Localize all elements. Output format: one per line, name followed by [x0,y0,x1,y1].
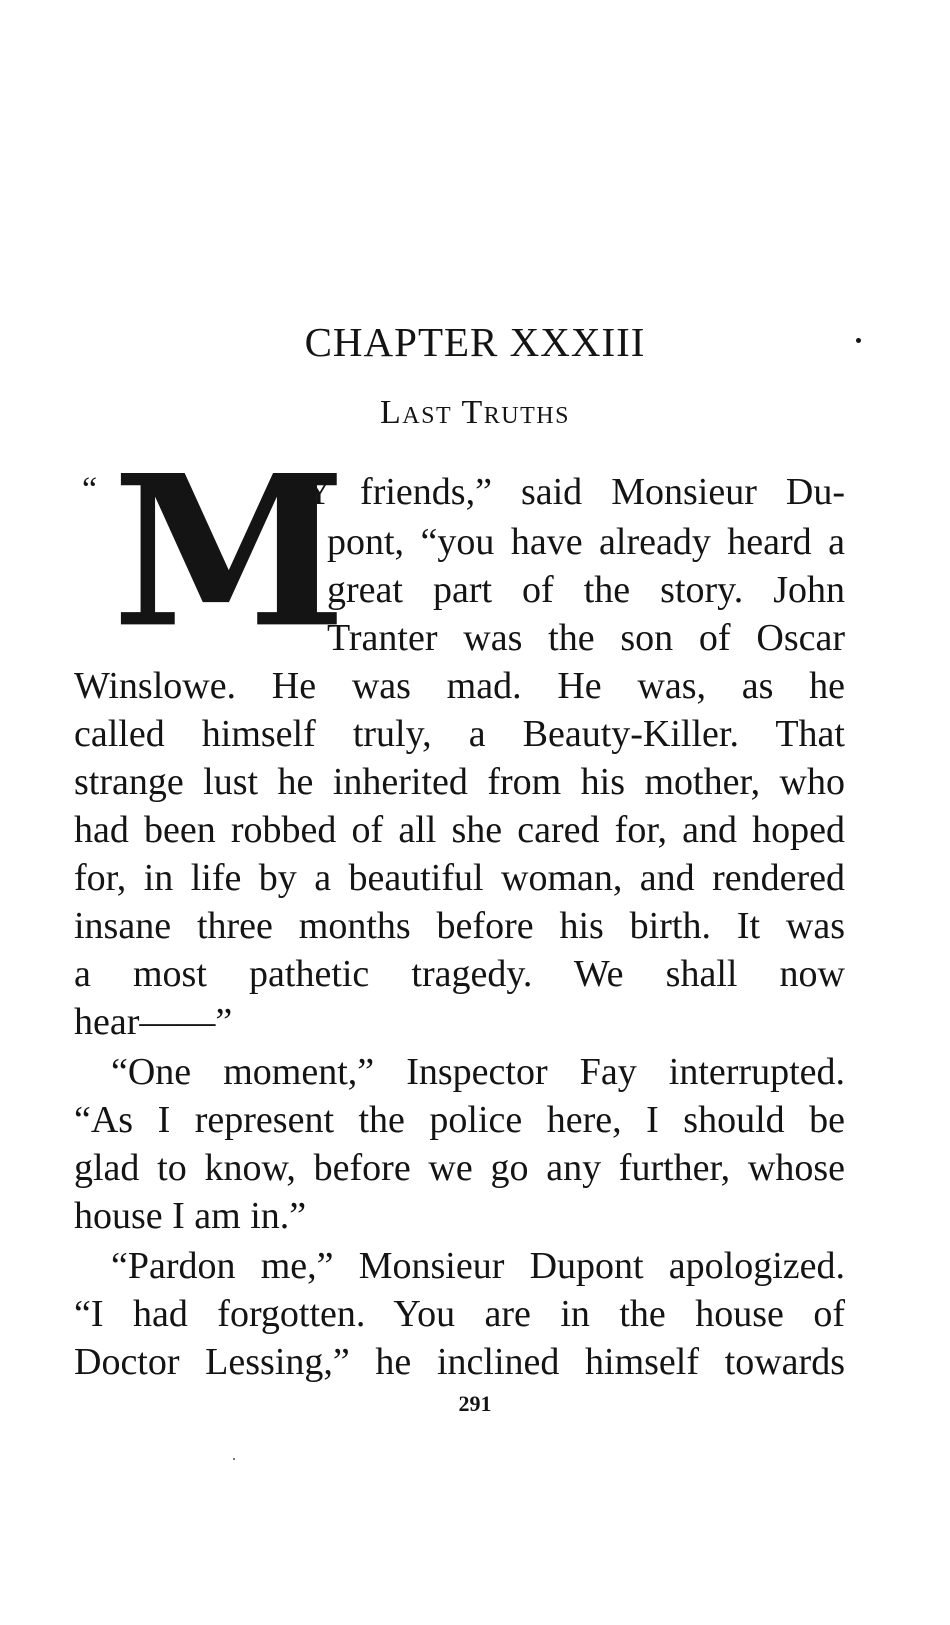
text-line: Doctor Lessing,” he inclined himself towards [74,1341,845,1383]
text-line: pont, “you have already heard a [327,521,845,563]
text-line: strange lust he inherited from his mother, who [74,761,845,803]
dropcap-letter: M [112,429,347,674]
text-line: Winslowe. He was mad. He was, as he [74,665,845,707]
text-line: “As I represent the police here, I should be [74,1099,845,1141]
text-line: “Pardon me,” Monsieur Dupont apologized. [111,1245,845,1287]
stray-ink-mark [856,338,861,343]
chapter-heading: CHAPTER XXXIII [304,319,646,365]
section-title: Last Truths [380,394,570,431]
text-line: Y friends,” said Monsieur Du- [305,471,845,513]
text-line: called himself truly, a Beauty-Killer. That [74,713,845,755]
text-line: great part of the story. John [327,569,845,611]
text-line: insane three months before his birth. It was [74,905,845,947]
text-line: “I had forgotten. You are in the house of [74,1293,845,1335]
text-line: glad to know, before we go any further, whose [74,1147,845,1189]
page-number: 291 [458,1391,492,1416]
text-line: Tranter was the son of Oscar [327,617,845,659]
text-line: house I am in.” [74,1195,307,1237]
text-line: hear——” [74,1001,233,1043]
dropcap-open-quote: “ [82,471,98,508]
text-line: had been robbed of all she cared for, and hoped [74,809,845,851]
text-line: for, in life by a beautiful woman, and rendered [74,857,845,899]
stray-speck [233,1458,235,1460]
text-line: “One moment,” Inspector Fay interrupted. [111,1051,845,1093]
text-line: a most pathetic tragedy. We shall now [74,953,845,995]
